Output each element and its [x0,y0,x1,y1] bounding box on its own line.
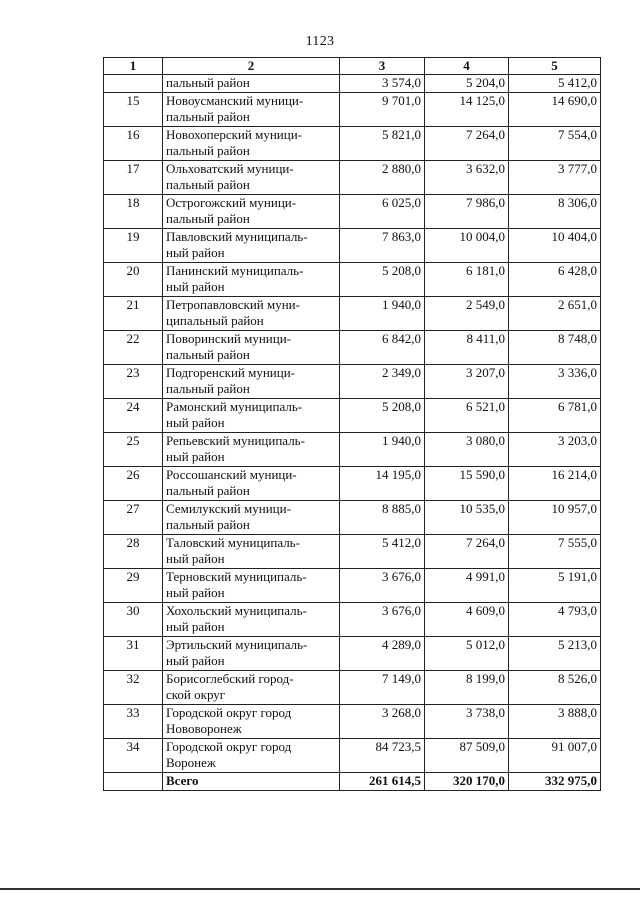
value-cell-col3: 14 195,0 [340,467,425,501]
value-cell-col4: 5 012,0 [425,637,509,671]
bottom-rule [0,888,640,890]
row-name-cell [163,399,340,433]
column-header-2: 2 [163,58,340,75]
total-value-col4: 320 170,0 [425,773,509,791]
value-cell-col3: 5 208,0 [340,399,425,433]
table-row [104,569,601,603]
row-name-line-2: пальный район [166,381,250,396]
row-number-cell: 33 [104,705,163,739]
column-header-3: 3 [340,58,425,75]
row-name-line-1: Новоусманский муници- [166,93,304,108]
row-number-cell: 30 [104,603,163,637]
budget-table [103,57,601,791]
value-cell-col4: 2 549,0 [425,297,509,331]
row-name-line-2: пальный район [166,143,250,158]
row-number-cell: 15 [104,93,163,127]
row-number-cell: 31 [104,637,163,671]
row-number-cell: 27 [104,501,163,535]
value-cell-col3: 2 349,0 [340,365,425,399]
value-cell-col4: 87 509,0 [425,739,509,773]
row-number-cell: 24 [104,399,163,433]
row-name-line-2: пальный район [166,517,250,532]
row-name-line-2: ный район [166,415,225,430]
row-number-cell: 18 [104,195,163,229]
row-name-line-1: Подгоренский муници- [166,365,295,380]
value-cell-col4: 4 991,0 [425,569,509,603]
page-number: 1123 [305,34,335,49]
row-number-cell [104,773,163,791]
value-cell-col5: 91 007,0 [509,739,601,773]
row-name-line-1: Петропавловский муни- [166,297,300,312]
table-row-total [104,773,601,791]
value-cell-col5: 5 412,0 [509,75,601,93]
table-row [104,195,601,229]
value-cell-col4: 6 521,0 [425,399,509,433]
value-cell-col3: 2 880,0 [340,161,425,195]
table-row [104,161,601,195]
table-row [104,739,601,773]
row-name-line-2: ципальный район [166,313,264,328]
table-row [104,671,601,705]
table-row [104,263,601,297]
row-name-line-1: Рамонский муниципаль- [166,399,303,414]
value-cell-col4: 7 264,0 [425,127,509,161]
value-cell-col4: 3 080,0 [425,433,509,467]
row-name-cell [163,637,340,671]
value-cell-col4: 5 204,0 [425,75,509,93]
row-name-line-1: Таловский муниципаль- [166,535,300,550]
column-header-4: 4 [425,58,509,75]
value-cell-col5: 7 554,0 [509,127,601,161]
value-cell-col5: 2 651,0 [509,297,601,331]
value-cell-col4: 14 125,0 [425,93,509,127]
row-name-line-2: ный район [166,245,225,260]
value-cell-col5: 5 213,0 [509,637,601,671]
table-row [104,637,601,671]
row-number-cell: 25 [104,433,163,467]
row-name-cell [163,705,340,739]
value-cell-col5: 16 214,0 [509,467,601,501]
table-row [104,501,601,535]
row-number-cell: 20 [104,263,163,297]
row-name-cell [163,263,340,297]
value-cell-col5: 5 191,0 [509,569,601,603]
row-name-line-1: Поворинский муници- [166,331,291,346]
row-name-line-2: ный район [166,551,225,566]
value-cell-col4: 3 738,0 [425,705,509,739]
row-name-cell [163,535,340,569]
value-cell-col4: 8 199,0 [425,671,509,705]
value-cell-col5: 8 526,0 [509,671,601,705]
value-cell-col3: 5 412,0 [340,535,425,569]
row-name-line-2: ный район [166,449,225,464]
value-cell-col5: 4 793,0 [509,603,601,637]
row-number-cell: 29 [104,569,163,603]
row-name-cell [163,195,340,229]
table-row-continuation [104,75,601,93]
column-header-5: 5 [509,58,601,75]
value-cell-col3: 3 574,0 [340,75,425,93]
value-cell-col3: 9 701,0 [340,93,425,127]
row-number-cell: 32 [104,671,163,705]
row-name-line-2: ской округ [166,687,226,702]
value-cell-col4: 4 609,0 [425,603,509,637]
value-cell-col4: 3 632,0 [425,161,509,195]
row-name-cell [163,433,340,467]
row-name-line-1: Панинский муниципаль- [166,263,304,278]
row-name-cell [163,365,340,399]
row-name-cell [163,569,340,603]
row-name-cell [163,297,340,331]
value-cell-col3: 7 863,0 [340,229,425,263]
value-cell-col5: 6 428,0 [509,263,601,297]
value-cell-col3: 4 289,0 [340,637,425,671]
value-cell-col5: 3 336,0 [509,365,601,399]
row-name-line-2: Воронеж [166,755,216,770]
row-name-cell [163,739,340,773]
row-name-cell [163,501,340,535]
value-cell-col3: 3 268,0 [340,705,425,739]
table-row [104,467,601,501]
value-cell-col5: 10 404,0 [509,229,601,263]
row-name-line-2: пальный район [166,483,250,498]
row-number-cell: 23 [104,365,163,399]
row-name-line-1: Россошанский муници- [166,467,297,482]
table-row [104,433,601,467]
row-name-cell [163,331,340,365]
row-name-cell [163,161,340,195]
table-row [104,705,601,739]
table-row [104,331,601,365]
row-name-cell [163,229,340,263]
row-number-cell: 17 [104,161,163,195]
value-cell-col5: 6 781,0 [509,399,601,433]
row-name-line-2: Нововоронеж [166,721,242,736]
value-cell-col5: 3 203,0 [509,433,601,467]
value-cell-col5: 8 306,0 [509,195,601,229]
value-cell-col3: 3 676,0 [340,569,425,603]
value-cell-col4: 7 264,0 [425,535,509,569]
total-value-col5: 332 975,0 [509,773,601,791]
row-name-line-2: ный район [166,585,225,600]
value-cell-col5: 10 957,0 [509,501,601,535]
total-label: Всего [163,773,340,791]
value-cell-col5: 3 888,0 [509,705,601,739]
row-number-cell: 26 [104,467,163,501]
row-name-line-1: Эртильский муниципаль- [166,637,308,652]
row-name-line-2: пальный район [166,211,250,226]
row-name-line-1: Семилукский муници- [166,501,291,516]
value-cell-col3: 1 940,0 [340,297,425,331]
row-name-cell [163,671,340,705]
row-name-line-2: ный район [166,279,225,294]
value-cell-col5: 14 690,0 [509,93,601,127]
value-cell-col4: 8 411,0 [425,331,509,365]
value-cell-col3: 8 885,0 [340,501,425,535]
table-row [104,535,601,569]
row-number-cell: 28 [104,535,163,569]
value-cell-col3: 84 723,5 [340,739,425,773]
table-row [104,229,601,263]
table-header [104,58,601,75]
value-cell-col4: 6 181,0 [425,263,509,297]
row-name-line-1: Хохольский муниципаль- [166,603,307,618]
value-cell-col3: 6 842,0 [340,331,425,365]
value-cell-col4: 7 986,0 [425,195,509,229]
table-body [104,75,601,791]
table-row [104,93,601,127]
row-number-cell [104,75,163,93]
row-name-line-2: ный район [166,653,225,668]
value-cell-col4: 15 590,0 [425,467,509,501]
row-name-line-1: Борисоглебский город- [166,671,294,686]
column-header-1: 1 [104,58,163,75]
row-name-cell: пальный район [163,75,340,93]
value-cell-col4: 10 004,0 [425,229,509,263]
row-name-line-1: Острогожский муници- [166,195,297,210]
row-name-line-1: Городской округ город [166,705,292,720]
value-cell-col3: 7 149,0 [340,671,425,705]
value-cell-col5: 3 777,0 [509,161,601,195]
row-name-line-1: Павловский муниципаль- [166,229,308,244]
value-cell-col4: 3 207,0 [425,365,509,399]
total-value-col3: 261 614,5 [340,773,425,791]
value-cell-col5: 7 555,0 [509,535,601,569]
row-name-line-1: Ольховатский муници- [166,161,294,176]
table-row [104,365,601,399]
row-name-cell [163,127,340,161]
row-name-line-2: пальный район [166,177,250,192]
table-row [104,297,601,331]
value-cell-col3: 5 821,0 [340,127,425,161]
table-row [104,603,601,637]
value-cell-col3: 3 676,0 [340,603,425,637]
value-cell-col3: 1 940,0 [340,433,425,467]
row-name-line-2: пальный район [166,347,250,362]
row-name-line-1: Новохоперский муници- [166,127,302,142]
row-number-cell: 22 [104,331,163,365]
row-name-line-1: Городской округ город [166,739,292,754]
row-name-line-2: пальный район [166,109,250,124]
value-cell-col5: 8 748,0 [509,331,601,365]
row-name-line-2: ный район [166,619,225,634]
row-number-cell: 34 [104,739,163,773]
row-name-cell [163,93,340,127]
row-name-line-1: Репьевский муниципаль- [166,433,305,448]
row-number-cell: 19 [104,229,163,263]
row-name-cell [163,603,340,637]
row-name-line-1: Терновский муниципаль- [166,569,307,584]
row-name-cell [163,467,340,501]
value-cell-col3: 5 208,0 [340,263,425,297]
table-row [104,127,601,161]
row-number-cell: 16 [104,127,163,161]
value-cell-col3: 6 025,0 [340,195,425,229]
table-row [104,399,601,433]
row-number-cell: 21 [104,297,163,331]
value-cell-col4: 10 535,0 [425,501,509,535]
